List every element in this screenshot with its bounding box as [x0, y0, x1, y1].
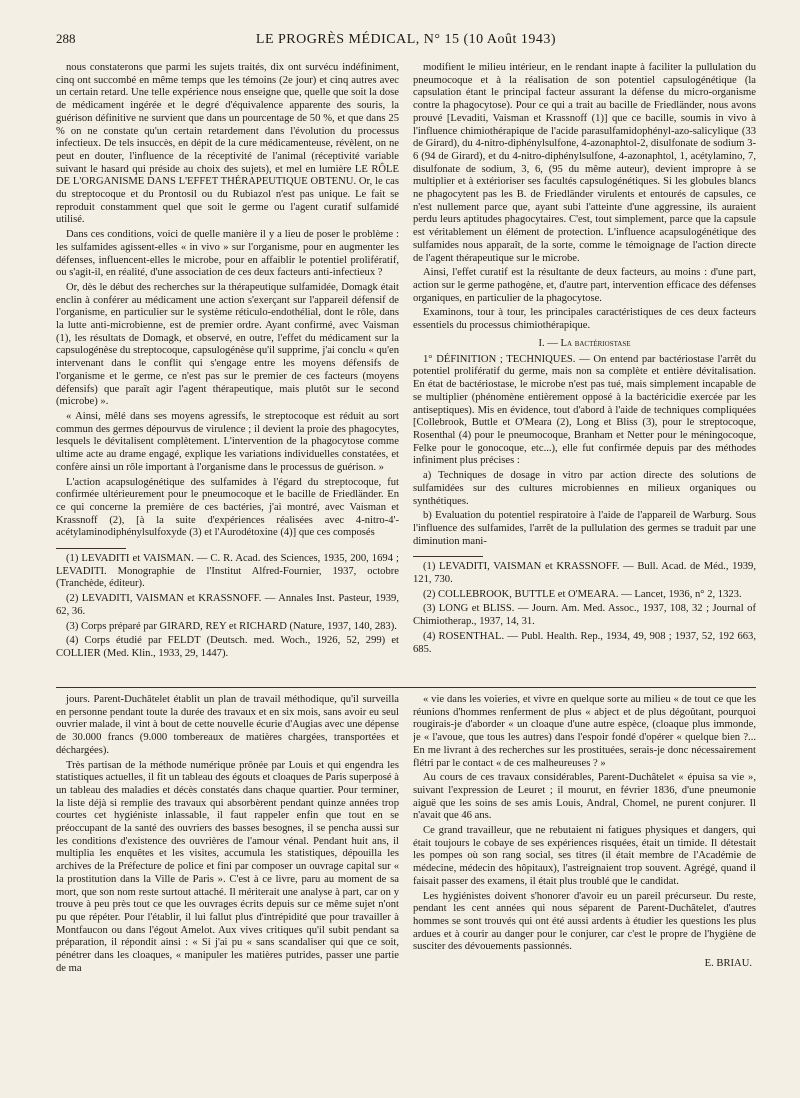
- paragraph: « vie dans les voieries, et vivre en quelque sorte au milieu « de tout ce que les réunions d'hommes renferment de plus « abject et de plus dégoûtant, pourquoi rougirais-je d'aborder « un cloaque d'une autre espèce, (cloaque plus immonde, je « l'avoue, que tous les autres) dans l'espoir fondé d'opérer « quelque bien ?... En me livrant à des recherches sur les prostituées, serais-je donc nécessairement flétri par le contact « de ces malheureuses ? »: [413, 694, 756, 769]
- footnote: (4) ROSENTHAL. — Publ. Health. Rep., 1934, 49, 908 ; 1937, 52, 192 663, 685.: [413, 630, 756, 655]
- footnote: (2) COLLEBROOK, BUTTLE et O'MEARA. — Lancet, 1936, n° 2, 1323.: [423, 588, 742, 600]
- paragraph: Ce grand travailleur, que ne rebutaient ni fatigues physiques et dangers, qui était toujours le cobaye de ses expériences risquées, était un timide. Il détestait les pompes où son rang social, ses titres (il était membre de l'Académie de médecine, médecin des hôpitaux), l'astreignaient trop souvent. Agrégé, quand il faisait passer des examens, il était plus troublé que le candidat.: [413, 825, 756, 887]
- paragraph: Dans ces conditions, voici de quelle manière il y a lieu de poser le problème : les sulfamides agissent-elles « in vivo » sur l'organisme, pour en augmenter les défenses, influencent-elles le microbe, pour en affaiblir le potentiel prolifératif, ou s'agit-il, en réalité, d'une association de ces deux facteurs anti-infectieux ?: [56, 229, 399, 279]
- footnote: (3) Corps préparé par GIRARD, REY et RICHARD (Nature, 1937, 140, 283).: [66, 620, 397, 632]
- paragraph: Très partisan de la méthode numérique prônée par Louis et qui engendra les statistiques actuelles, il fit un tableau des égouts et cloaques de Paris superposé à un tableau des maladies et décès constatés dans chaque quartier. Pour terminer, la liste déjà si remplie des travaux qui absorbèrent pendant quinze années trop courtes cet hygiéniste inlassable, il faut rappeler enfin que tout en se préoccupant de la santé des ouvriers des basses besognes, il se pencha aussi sur les conditions d'existence des ouvrières de l'amour vénal. Pendant huit ans, il multiplia les enquêtes et les visites, accumula les statistiques, dépouilla les archives de la Préfecture de police et fini par composer un ouvrage capital sur « la prostitution dans la Ville de Paris ». C'est à ce livre, paru au moment de sa mort, que son nom reste surtout attaché. Il mériterait une analyse à part, car on y trouve à peu près tout ce que les ouvrages écrits depuis sur ce même sujet n'ont pu que répéter. Pour l'établir, il lui fallut plus d'intrépidité que pour travailler à Montfaucon ou dans l'égout Amelot. Aux vives critiques qu'il subit pendant sa préparation, il répondit ainsi : « Si j'ai pu « sans scandaliser qui que ce soit, pénétrer dans les cloaques, « manipuler les matières putrides, passer une partie de ma: [56, 759, 399, 974]
- section-divider: [56, 687, 756, 688]
- page-header: [56, 31, 756, 51]
- running-title: LE PROGRÈS MÉDICAL, N° 15 (10 Août 1943): [255, 32, 557, 47]
- footnote: (1) LEVADITI et VAISMAN. — C. R. Acad. des Sciences, 1935, 200, 1694 ; LEVADITI. Monographie de l'Institut Alfred-Fournier, 1937, octobre (Tranchède, éditeur).: [56, 553, 399, 590]
- paragraph: b) Evaluation du potentiel respiratoire à l'aide de l'appareil de Warburg. Sous l'influence des sulfamides, l'arrêt de la pullulation des germes se traduit par une diminution mani-: [413, 510, 756, 547]
- paragraph: L'action acapsulogénétique des sulfamides à l'égard du streptocoque, fut confirmée ultérieurement pour le pneumocoque et le bacille de Friedländer. En ce qui concerne la première de ces bactéries, j'ai montré, avec Vaisman et Krassnoff (2), [à la suite d'expériences réalisées avec 4-nitro-4'-acétylaminodiphénylsulfoxyde (3) et l'Aurodétoxine (4)] que ces composés: [56, 476, 399, 539]
- footnote: (3) LONG et BLISS. — Journ. Am. Med. Assoc., 1937, 108, 32 ; Journal of Chimiotherap., 1937, 14, 31.: [413, 603, 756, 628]
- bottom-left-column: [56, 694, 399, 1094]
- top-left-column: [56, 62, 399, 678]
- paragraph: « Ainsi, mêlé dans ses moyens agressifs, le streptocoque est réduit au sort commun des germes dépourvus de virulence ; il devient la proie des phagocytes, lesquels le dévitalisent complètement. L'intervention de la phagocytose comme ultime acte au drame engagé, explique les variations individuelles constatées, et confère ainsi un rôle important à l'organisme dans le processus de guérison. »: [56, 410, 399, 473]
- paragraph: nous constaterons que parmi les sujets traités, dix ont survécu indéfiniment, cinq ont succombé en même temps que les témoins (2e jour) et cinq autres avec un certain retard. Une telle expérience nous enseigne que, quelle que soit la dose de médicament ingérée et le degré d'équivalence apparente des souris, la guérison définitive ne survient que dans un pourcentage de 50 %, et que dans 25 % on ne constate qu'un certain retardement dans l'évolution du processus infectieux. De tels insuccès, en dépit de la cure médicamenteuse, révèlent, on ne peut en douter, l'influence de la réceptivité de l'animal (réceptivité variable suivant le hasard qui préside au choix des sujets), et mel en lumière LE RÔLE DE L'ORGANISME DANS L'EFFET THÉRAPEUTIQUE OBTENU. Or, le cas du streptocoque et du Prontosil ou du Rubiazol n'est pas unique. Le fait se reproduit constamment quel que soit le germe ou l'agent curatif sulfamidé utilisé.: [56, 62, 399, 226]
- paragraph: Ainsi, l'effet curatif est la résultante de deux facteurs, au moins : d'une part, action sur le germe pathogène, et, d'autre part, intervention efficace des défenses organiques, en particulier de la phagocytose.: [413, 267, 756, 304]
- footnote: (4) Corps étudié par FELDT (Deutsch. med. Woch., 1926, 52, 299) et COLLIER (Med. Klin., 1933, 29, 1447).: [56, 635, 399, 659]
- paragraph: Examinons, tour à tour, les principales caractéristiques de ces deux facteurs essentiels du processus chimiothérapique.: [413, 307, 756, 332]
- bottom-right-column: [413, 694, 756, 1094]
- page-number: 288: [56, 31, 76, 46]
- footnote-separator: [413, 556, 483, 557]
- section-heading: I. — La bactériostase: [538, 337, 631, 349]
- footnote: (2) LEVADITI, VAISMAN et KRASSNOFF. — Annales Inst. Pasteur, 1939, 62, 36.: [56, 593, 399, 617]
- paragraph: Les hygiénistes doivent s'honorer d'avoir eu un pareil précurseur. Du reste, pendant les cent années qui nous séparent de Parent-Duchâtelet, d'autres hommes se sont trouvés qui ont été aussi ardents à étudier les questions les plus ardues et à courir au danger pour le conjurer, car c'est le propre de l'hygiène de susciter des dévouements passionnés.: [413, 890, 756, 953]
- author-signature: E. BRIAU.: [704, 958, 752, 970]
- paragraph: a) Techniques de dosage in vitro par action directe des solutions de sulfamidées sur des cultures microbiennes en milieux organiques ou synthétiques.: [413, 470, 756, 507]
- paragraph: modifient le milieu intérieur, en le rendant inapte à faciliter la pullulation du pneumocoque et à la réalisation de son potentiel capsulogénétique (la capsulation étant le principal facteur assurant la défense du micro-organisme contre la phagocytose). Pour ce qui a trait au bacille de Friedländer, nous avons prouvé [Levaditi, Vaisman et Krassnoff (1)] que ce bacille, soumis in vivo à l'influence chimiothérapique de l'acide parasulfamidophényl-azo-salicylique (33 de Girard), du 4-nitro-diphénylsulfone, 4-azonaphtol-2, disulfonate de sodium 3-6 (94 de Girard), et du 4-nitro-diphénylsulfone, 4-azonaphtol, 1, acétylamino, 7, disulfonate de sodium, 3, 6, (95 du même auteur), devient impropre à se multiplier et à extérioriser ses facultés capsulogénétiques. Si les globules blancs ne phagocytent pas les B. de Friedländer virulents et entourés de capsules, ce n'est nullement parce que, ayant subi l'atteinte d'une aggressine, ils auraient perdu leurs aptitudes phagocytaires. C'est, tout simplement, parce que la capsule est véritablement un élément de protection. L'influence acapsulogénétique des sulfamides nous apparaît, de la sorte, comme le témoignage de l'action directe de l'agent thérapeutique sur le microbe.: [413, 62, 756, 264]
- paragraph: jours. Parent-Duchâtelet établit un plan de travail méthodique, qu'il surveilla en personne pendant toute la durée des travaux et en six mois, sans avoir eu seul ouvrier malade, il vint à bout de cette nouvelle écurie d'Augias avec une dépense de 30.000 francs (9.000 tombereaux de matières chargées, transportées et déchargées).: [56, 694, 399, 756]
- paragraph: 1° DÉFINITION ; TECHNIQUES. — On entend par bactériostase l'arrêt du potentiel prolifératif du germe, mais non sa complète et entière dévitalisation. En état de bactériostase, le microbe n'est pas tué, mais simplement incapable de se multiplier (phénomène entièrement opposé à la bactéricidie exercée par les antiseptiques). Mis en évidence, tout d'abord à l'aide de techniques compliquées [Collebrook, Buttle et O'Meara (2), Long et Bliss (3), pour le streptocoque, Rosenthal (4) pour le pneumocoque, Branham et Netter pour le méningocoque, Felke pour le gonocoque, etc...), elle fut confirmée depuis par des méthodes infiniment plus précises :: [413, 353, 756, 467]
- paragraph: Or, dès le début des recherches sur la thérapeutique sulfamidée, Domagk était enclin à conférer au médicament une action s'exerçant sur l'appareil défensif de l'organisme, en particulier sur le système réticulo-endothélial, dont le rôle, dans la lutte anti-microbienne, est de premier ordre. Ayant confirmé, avec Vaisman (1), les résultats de Domagk, et observé, en outre, l'effet du médicament sur la capsulogénèse du streptocoque, capsulogénèse qu'il supprime, j'ai conclu « qu'en intervenant dans le conflit qui s'engage entre les moyens défensifs de l'organisme et le germe, ce n'est pas sur le premier de ces facteurs (moyens défensifs) que paraît agir l'agent thérapeutique, mais plutôt sur le second (microbe) ».: [56, 281, 399, 408]
- footnote: (1) LEVADITI, VAISMAN et KRASSNOFF. — Bull. Acad. de Méd., 1939, 121, 730.: [413, 561, 756, 586]
- top-right-column: [413, 62, 756, 678]
- footnote-separator: [56, 548, 126, 549]
- article-chemotherapy: [56, 62, 756, 678]
- paragraph: Au cours de ces travaux considérables, Parent-Duchâtelet « épuisa sa vie », suivant l'expression de Leuret ; il mourut, en février 1836, d'une pneumonie aiguë que les soins de ses amis Louis, Andral, Chomel, ne purent conjurer. Il n'avait que 46 ans.: [413, 772, 756, 822]
- article-parent-duchatelet: [56, 694, 756, 1094]
